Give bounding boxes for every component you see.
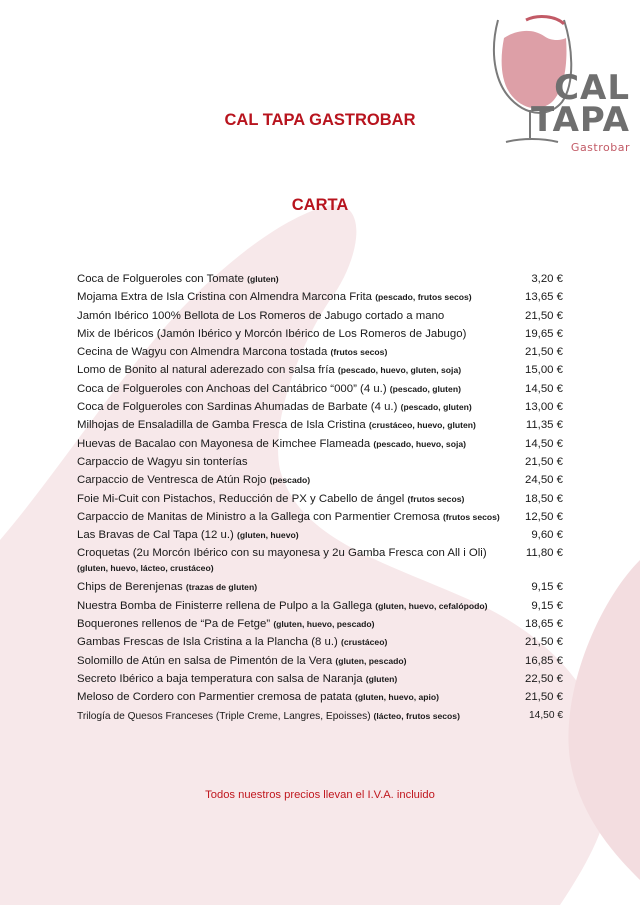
- menu-item: [77, 307, 563, 325]
- menu-item: [77, 615, 563, 633]
- section-title: CARTA: [291, 196, 349, 214]
- item-price: 19,65 €: [524, 327, 563, 340]
- menu-item: [77, 380, 563, 398]
- item-allergens: (gluten): [365, 673, 398, 684]
- item-name: Gambas Frescas de Isla Cristina a la Plancha (8 u.): [77, 636, 338, 649]
- item-allergens: (pescado, huevo, soja): [373, 438, 466, 449]
- item-price: 9,60 €: [531, 529, 563, 542]
- item-price: 3,20 €: [531, 273, 563, 285]
- item-allergens: (pescado): [269, 475, 311, 486]
- item-price: 13,00 €: [524, 401, 563, 414]
- menu-item: [77, 633, 563, 651]
- item-name: Foie Mi-Cuit con Pistachos, Reducción de PX y Cabello de ángel: [77, 492, 405, 505]
- item-name: Jamón Ibérico 100% Bellota de Los Romeros de Jabugo cortado a mano: [77, 309, 445, 322]
- item-allergens: (crustáceo): [341, 637, 388, 648]
- menu-item: [77, 288, 563, 306]
- item-name: Secreto Ibérico a baja temperatura con salsa de Naranja: [77, 672, 363, 685]
- menu-item: [77, 398, 563, 416]
- item-allergens: (gluten, pescado): [335, 655, 407, 666]
- restaurant-title: CAL TAPA GASTROBAR: [224, 111, 416, 129]
- item-name: Carpaccio de Ventresca de Atún Rojo: [77, 474, 267, 487]
- item-price: 16,85 €: [524, 654, 563, 667]
- menu-item: [77, 688, 563, 706]
- menu-item: [77, 508, 563, 526]
- item-price: 11,35 €: [525, 419, 563, 432]
- item-allergens: (pescado, frutos secos): [375, 292, 472, 303]
- menu-item: [77, 578, 563, 596]
- menu-item: [77, 544, 563, 578]
- menu-item: [77, 435, 563, 453]
- item-price: 14,50 €: [524, 382, 563, 395]
- logo-line-2: TAPA: [531, 100, 630, 140]
- logo-line-1: CAL: [554, 68, 630, 108]
- item-allergens: (gluten): [247, 274, 279, 284]
- item-name: Nuestra Bomba de Finisterre rellena de Pulpo a la Gallega: [77, 599, 373, 612]
- item-price: 21,50 €: [524, 346, 563, 359]
- item-price: 18,65 €: [524, 618, 563, 631]
- menu-item: [77, 707, 563, 725]
- item-name: Las Bravas de Cal Tapa (12 u.): [77, 529, 234, 542]
- item-name: Carpaccio de Manitas de Ministro a la Gallega con Parmentier Cremosa: [77, 510, 440, 523]
- item-allergens: (gluten, huevo, cefalópodo): [375, 600, 488, 611]
- item-price: 14,50 €: [524, 437, 563, 450]
- item-allergens: (gluten, huevo, pescado): [273, 619, 375, 630]
- item-price: 24,50 €: [524, 474, 563, 487]
- menu-item: [77, 453, 563, 471]
- item-price: 21,50 €: [524, 636, 563, 649]
- item-allergens: (frutos secos): [442, 511, 500, 522]
- item-price: 9,15 €: [531, 599, 563, 612]
- item-name: Boquerones rellenos de “Pa de Fetge”: [77, 618, 271, 631]
- item-price: 21,50 €: [524, 455, 563, 468]
- item-price: 9,15 €: [531, 581, 563, 594]
- logo-subtitle: Gastrobar: [570, 141, 630, 154]
- item-allergens: (crustáceo, huevo, gluten): [368, 420, 476, 431]
- menu-item: [77, 490, 563, 508]
- item-price: 22,50 €: [524, 672, 563, 685]
- item-name: Cecina de Wagyu con Almendra Marcona tostada: [77, 346, 328, 359]
- item-allergens: (trazas de gluten): [185, 582, 258, 593]
- menu-list: [77, 270, 563, 725]
- item-allergens: (pescado, huevo, gluten, soja): [337, 365, 462, 376]
- item-allergens: (gluten, huevo, apio): [354, 692, 439, 703]
- item-allergens: (frutos secos): [407, 493, 465, 504]
- item-allergens: (pescado, gluten): [389, 383, 461, 394]
- item-name: Mojama Extra de Isla Cristina con Almendra Marcona Frita: [77, 291, 373, 304]
- item-name: Huevas de Bacalao con Mayonesa de Kimchee Flameada: [77, 437, 371, 450]
- menu-item: [77, 361, 563, 379]
- item-allergens: (frutos secos): [330, 347, 388, 358]
- item-price: 13,65 €: [524, 291, 563, 304]
- item-allergens: (gluten, huevo): [237, 530, 299, 541]
- item-allergens: (lácteo, frutos secos): [373, 710, 460, 721]
- menu-item: [77, 652, 563, 670]
- item-price: 11,80 €: [525, 547, 563, 560]
- logo: [486, 10, 630, 158]
- item-allergens-line2: (gluten, huevo, lácteo, crustáceo): [77, 563, 214, 574]
- item-name: Carpaccio de Wagyu sin tonterías: [77, 455, 248, 468]
- item-allergens: (pescado, gluten): [400, 402, 472, 413]
- item-name: Coca de Folgueroles con Sardinas Ahumadas de Barbate (4 u.): [77, 401, 398, 414]
- item-name: Meloso de Cordero con Parmentier cremosa de patata: [77, 691, 352, 704]
- item-price: 12,50 €: [524, 510, 563, 523]
- item-name: Coca de Folgueroles con Anchoas del Cantábrico “000” (4 u.): [77, 382, 387, 395]
- menu-item: [77, 343, 563, 361]
- item-name: Solomillo de Atún en salsa de Pimentón de la Vera: [77, 654, 333, 667]
- item-name: Milhojas de Ensaladilla de Gamba Fresca de Isla Cristina: [77, 419, 366, 432]
- item-name: Croquetas (2u Morcón Ibérico con su mayonesa y 2u Gamba Fresca con All i Oli): [77, 547, 487, 560]
- item-price: 15,00 €: [524, 364, 563, 377]
- vat-note: Todos nuestros precios llevan el I.V.A. incluido: [205, 789, 435, 801]
- menu-item: [77, 597, 563, 615]
- item-price: 21,50 €: [524, 691, 563, 704]
- item-name: Trilogía de Quesos Franceses (Triple Creme, Langres, Epoisses): [77, 710, 371, 722]
- item-name: Chips de Berenjenas: [77, 581, 183, 594]
- item-name: Mix de Ibéricos (Jamón Ibérico y Morcón Ibérico de Los Romeros de Jabugo): [77, 327, 467, 340]
- menu-item: [77, 670, 563, 688]
- item-price: 21,50 €: [524, 309, 563, 322]
- menu-item: [77, 325, 563, 343]
- menu-item: [77, 526, 563, 544]
- menu-item: [77, 416, 563, 434]
- item-price: 18,50 €: [524, 492, 563, 505]
- item-name: Lomo de Bonito al natural aderezado con salsa fría: [77, 364, 335, 377]
- item-price: 14,50 €: [529, 709, 563, 721]
- menu-item: [77, 270, 563, 288]
- menu-item: [77, 471, 563, 489]
- item-name: Coca de Folgueroles con Tomate: [77, 273, 244, 285]
